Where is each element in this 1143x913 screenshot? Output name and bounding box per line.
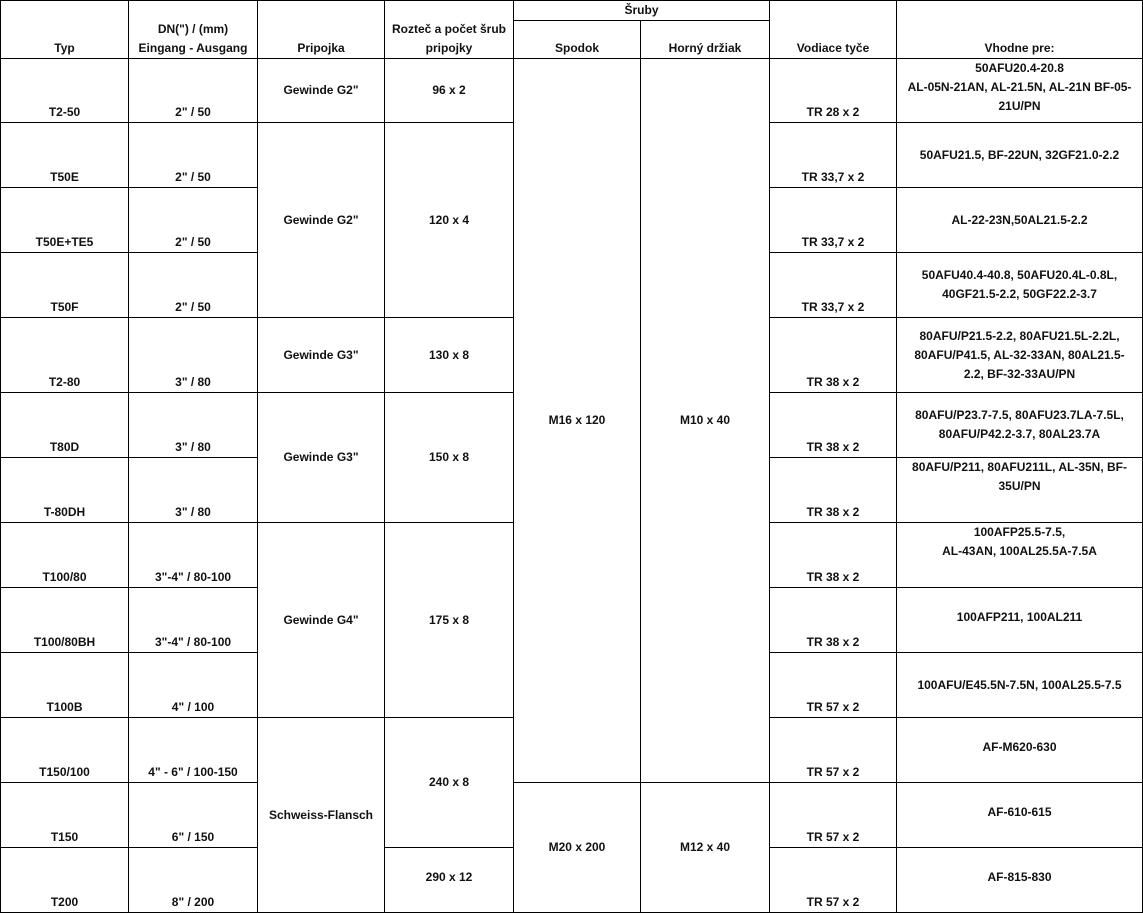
cell-vodiace bbox=[770, 59, 897, 123]
typ-value: T150 bbox=[50, 830, 79, 844]
cell-dn bbox=[129, 718, 258, 783]
dn-value: 3" / 80 bbox=[175, 505, 211, 519]
header-pripojka bbox=[258, 1, 385, 59]
cell-roztec bbox=[385, 848, 514, 913]
header-sruby bbox=[514, 1, 770, 21]
vhodne-line: 100AFP25.5-7.5, bbox=[973, 525, 1066, 539]
cell-dn bbox=[129, 253, 258, 318]
cell-typ bbox=[1, 318, 129, 393]
header-roztec bbox=[385, 1, 514, 59]
cell-dn bbox=[129, 188, 258, 253]
typ-value: T-80DH bbox=[43, 505, 86, 519]
cell-spodok bbox=[514, 59, 641, 783]
roztec-value: 240 x 8 bbox=[428, 775, 470, 789]
cell-pripojka bbox=[258, 523, 385, 718]
cell-vodiace bbox=[770, 253, 897, 318]
cell-vodiace bbox=[770, 393, 897, 458]
pripojka-value: Gewinde G3" bbox=[283, 347, 359, 362]
dn-value: 8" / 200 bbox=[171, 895, 215, 909]
typ-value: T150/100 bbox=[39, 765, 90, 779]
cell-typ bbox=[1, 188, 129, 253]
cell-vhodne bbox=[897, 59, 1143, 123]
cell-vhodne bbox=[897, 123, 1143, 188]
vodiace-value: TR 57 x 2 bbox=[806, 765, 860, 779]
cell-horny bbox=[641, 59, 770, 783]
dn-value: 3" / 80 bbox=[175, 440, 211, 454]
cell-vhodne bbox=[897, 588, 1143, 653]
vodiace-value: TR 33,7 x 2 bbox=[801, 300, 865, 314]
vhodne-line: 100AFU/E45.5N-7.5N, 100AL25.5-7.5 bbox=[917, 677, 1122, 692]
header-typ bbox=[1, 1, 129, 59]
dn-value: 2" / 50 bbox=[175, 235, 211, 249]
vhodne-line: 80AFU/P23.7-7.5, 80AFU23.7LA-7.5L, bbox=[915, 408, 1124, 422]
cell-vodiace bbox=[770, 188, 897, 253]
vhodne-line: 100AFP211, 100AL211 bbox=[956, 610, 1083, 624]
cell-dn bbox=[129, 523, 258, 588]
dn-value: 2" / 50 bbox=[175, 300, 211, 314]
cell-vodiace bbox=[770, 848, 897, 913]
cell-typ bbox=[1, 458, 129, 523]
cell-typ bbox=[1, 393, 129, 458]
typ-value: T2-50 bbox=[48, 105, 81, 119]
cell-roztec bbox=[385, 318, 514, 393]
vhodne-line: 80AFU/P21.5-2.2, 80AFU21.5L-2.2L, bbox=[919, 328, 1120, 343]
header-typ-label: Typ bbox=[54, 41, 75, 55]
header-horny bbox=[641, 21, 770, 59]
table-row bbox=[1, 783, 1143, 848]
vodiace-value: TR 38 x 2 bbox=[806, 635, 860, 649]
typ-value: T50E bbox=[50, 170, 79, 184]
cell-vhodne bbox=[897, 523, 1143, 588]
cell-pripojka bbox=[258, 718, 385, 913]
cell-vodiace bbox=[770, 718, 897, 783]
roztec-value: 96 x 2 bbox=[432, 83, 466, 97]
dn-value: 2" / 50 bbox=[175, 105, 211, 119]
vodiace-value: TR 38 x 2 bbox=[806, 505, 860, 519]
vhodne-line: 80AFU/P211, 80AFU211L, AL-35N, BF- bbox=[912, 460, 1127, 474]
cell-pripojka bbox=[258, 318, 385, 393]
cell-vodiace bbox=[770, 123, 897, 188]
cell-vhodne bbox=[897, 458, 1143, 523]
cell-dn bbox=[129, 123, 258, 188]
cell-vodiace bbox=[770, 458, 897, 523]
pripojka-value: Gewinde G4" bbox=[283, 612, 359, 627]
horny-value: M12 x 40 bbox=[679, 840, 731, 854]
vodiace-value: TR 38 x 2 bbox=[806, 375, 860, 389]
cell-horny bbox=[641, 783, 770, 913]
cell-roztec bbox=[385, 59, 514, 123]
pripojka-value: Schweiss-Flansch bbox=[268, 807, 374, 822]
cell-typ bbox=[1, 783, 129, 848]
vodiace-value: TR 33,7 x 2 bbox=[801, 235, 865, 249]
dn-value: 4" / 100 bbox=[171, 700, 215, 714]
vhodne-line: AF-M620-630 bbox=[982, 740, 1057, 754]
table-row bbox=[1, 59, 1143, 123]
roztec-value: 175 x 8 bbox=[428, 612, 470, 627]
cell-vodiace bbox=[770, 318, 897, 393]
typ-value: T50F bbox=[50, 300, 79, 314]
typ-value: T100B bbox=[46, 700, 83, 714]
vhodne-line: AL-43AN, 100AL25.5A-7.5A bbox=[942, 544, 1097, 558]
vhodne-line: 35U/PN bbox=[998, 479, 1041, 493]
roztec-value: 120 x 4 bbox=[428, 212, 470, 227]
cell-vhodne bbox=[897, 783, 1143, 848]
cell-dn bbox=[129, 783, 258, 848]
cell-dn bbox=[129, 588, 258, 653]
vhodne-line: 21U/PN bbox=[998, 99, 1041, 113]
header-vhodne-label: Vhodne pre: bbox=[984, 41, 1055, 55]
vhodne-line: 40GF21.5-2.2, 50GF22.2-3.7 bbox=[942, 287, 1097, 301]
cell-spodok bbox=[514, 783, 641, 913]
dn-value: 2" / 50 bbox=[175, 170, 211, 184]
cell-typ bbox=[1, 523, 129, 588]
vhodne-line: 50AFU20.4-20.8 bbox=[975, 61, 1064, 75]
roztec-value: 290 x 12 bbox=[425, 870, 473, 884]
spodok-value: M20 x 200 bbox=[548, 840, 606, 854]
cell-roztec bbox=[385, 718, 514, 848]
cell-roztec bbox=[385, 393, 514, 523]
typ-value: T80D bbox=[49, 440, 80, 454]
typ-value: T50E+TE5 bbox=[35, 235, 94, 249]
cell-pripojka bbox=[258, 123, 385, 318]
cell-typ bbox=[1, 848, 129, 913]
cell-dn bbox=[129, 318, 258, 393]
vhodne-line: AL-22-23N,50AL21.5-2.2 bbox=[951, 212, 1088, 227]
vodiace-value: TR 57 x 2 bbox=[806, 830, 860, 844]
header-vhodne bbox=[897, 1, 1143, 59]
header-dn bbox=[129, 1, 258, 59]
typ-value: T100/80BH bbox=[33, 635, 96, 649]
header-roztec-line2: pripojky bbox=[425, 41, 473, 55]
cell-vodiace bbox=[770, 588, 897, 653]
header-dn-line2: Eingang - Ausgang bbox=[138, 41, 248, 55]
vodiace-value: TR 38 x 2 bbox=[806, 570, 860, 584]
header-spodok-label: Spodok bbox=[555, 41, 599, 55]
cell-dn bbox=[129, 393, 258, 458]
roztec-value: 130 x 8 bbox=[428, 347, 470, 362]
header-vodiace bbox=[770, 1, 897, 59]
vhodne-line: AF-610-615 bbox=[987, 805, 1052, 819]
cell-roztec bbox=[385, 123, 514, 318]
cell-dn bbox=[129, 848, 258, 913]
cell-vhodne bbox=[897, 848, 1143, 913]
dn-value: 6" / 150 bbox=[171, 830, 215, 844]
vhodne-line: 50AFU21.5, BF-22UN, 32GF21.0-2.2 bbox=[919, 147, 1120, 162]
cell-roztec bbox=[385, 523, 514, 718]
vodiace-value: TR 28 x 2 bbox=[806, 105, 860, 119]
typ-value: T200 bbox=[50, 895, 79, 909]
dn-value: 4" - 6" / 100-150 bbox=[148, 765, 238, 779]
cell-vodiace bbox=[770, 783, 897, 848]
header-horny-label: Horný držiak bbox=[668, 41, 742, 55]
dn-value: 3" / 80 bbox=[175, 375, 211, 389]
cell-vhodne bbox=[897, 253, 1143, 318]
cell-typ bbox=[1, 653, 129, 718]
cell-typ bbox=[1, 59, 129, 123]
header-vodiace-label: Vodiace tyče bbox=[796, 41, 870, 55]
cell-dn bbox=[129, 653, 258, 718]
cell-vhodne bbox=[897, 718, 1143, 783]
vhodne-line: 80AFU/P42.2-3.7, 80AL23.7A bbox=[938, 427, 1101, 441]
cell-pripojka bbox=[258, 59, 385, 123]
vhodne-line: 2.2, BF-32-33AU/PN bbox=[963, 366, 1076, 381]
cell-vodiace bbox=[770, 653, 897, 718]
cell-vhodne bbox=[897, 188, 1143, 253]
header-dn-line1: DN(") / (mm) bbox=[157, 22, 229, 36]
cell-pripojka bbox=[258, 393, 385, 523]
roztec-value: 150 x 8 bbox=[428, 450, 470, 464]
vodiace-value: TR 33,7 x 2 bbox=[801, 170, 865, 184]
vhodne-line: 50AFU40.4-40.8, 50AFU20.4L-0.8L, bbox=[921, 268, 1118, 282]
header-roztec-line1: Rozteč a počet šrub bbox=[391, 22, 507, 36]
pripojka-value: Gewinde G2" bbox=[283, 83, 359, 97]
cell-vhodne bbox=[897, 318, 1143, 393]
header-pripojka-label: Pripojka bbox=[297, 41, 345, 55]
cell-typ bbox=[1, 588, 129, 653]
cell-typ bbox=[1, 718, 129, 783]
dn-value: 3"-4" / 80-100 bbox=[154, 570, 232, 584]
header-spodok bbox=[514, 21, 641, 59]
vodiace-value: TR 57 x 2 bbox=[806, 700, 860, 714]
typ-value: T100/80 bbox=[42, 570, 87, 584]
cell-dn bbox=[129, 458, 258, 523]
cell-vhodne bbox=[897, 393, 1143, 458]
pripojka-value: Gewinde G2" bbox=[283, 212, 359, 227]
vodiace-value: TR 38 x 2 bbox=[806, 440, 860, 454]
vhodne-line: AF-815-830 bbox=[987, 870, 1052, 884]
cell-typ bbox=[1, 123, 129, 188]
dn-value: 3"-4" / 80-100 bbox=[154, 635, 232, 649]
pripojka-value: Gewinde G3" bbox=[283, 450, 359, 464]
header-sruby-label: Šruby bbox=[624, 3, 659, 17]
typ-value: T2-80 bbox=[48, 375, 81, 389]
cell-vhodne bbox=[897, 653, 1143, 718]
cell-vodiace bbox=[770, 523, 897, 588]
horny-value: M10 x 40 bbox=[679, 413, 731, 427]
cell-typ bbox=[1, 253, 129, 318]
spodok-value: M16 x 120 bbox=[548, 413, 606, 427]
vodiace-value: TR 57 x 2 bbox=[806, 895, 860, 909]
vhodne-line: AL-05N-21AN, AL-21.5N, AL-21N BF-05- bbox=[907, 80, 1132, 94]
cell-dn bbox=[129, 59, 258, 123]
vhodne-line: 80AFU/P41.5, AL-32-33AN, 80AL21.5- bbox=[914, 347, 1125, 362]
